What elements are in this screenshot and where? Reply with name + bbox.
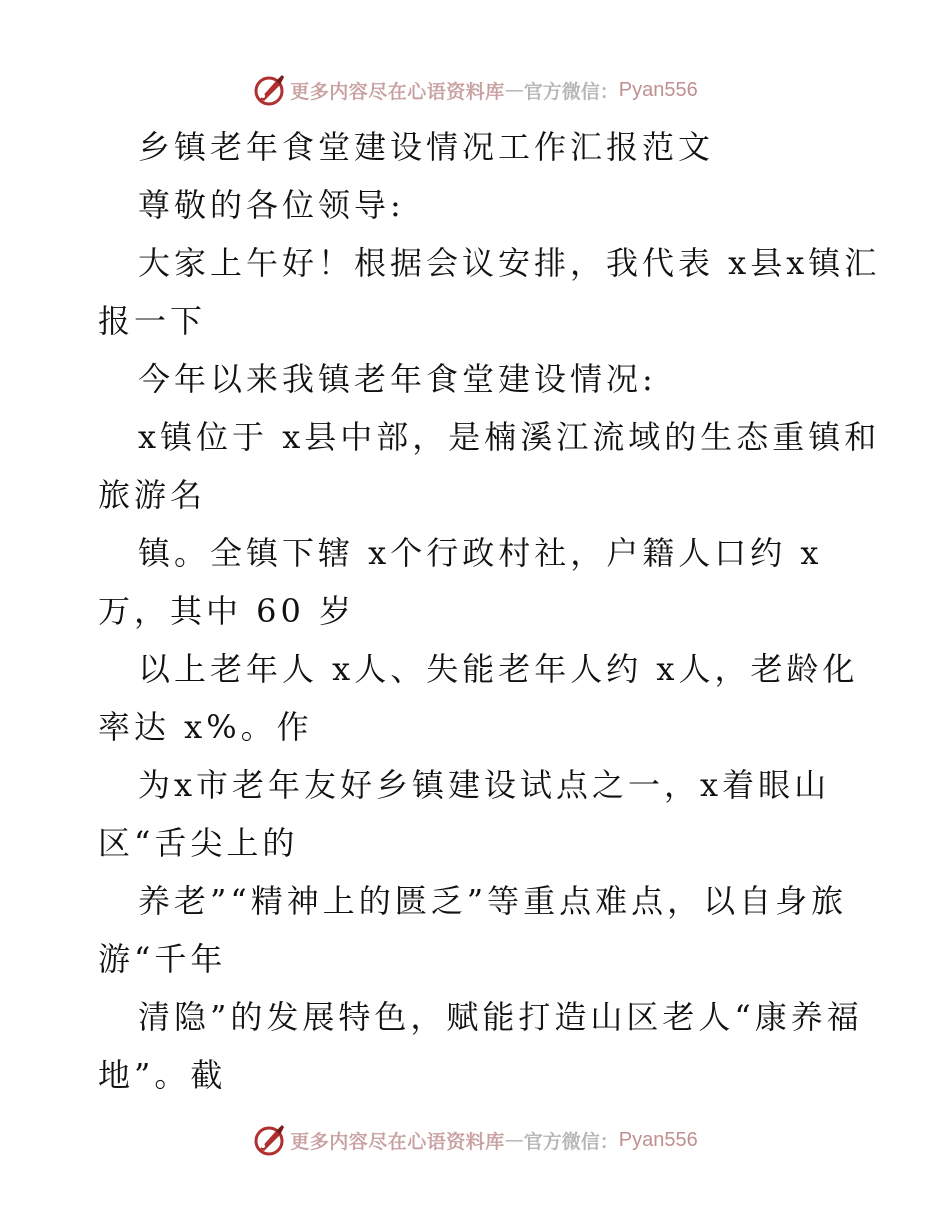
- watermark-dash: —: [504, 79, 524, 101]
- paragraph-line: 报一下: [98, 302, 207, 340]
- paragraph-line: 养老”“精神上的匮乏”等重点难点，以自身旅: [138, 882, 848, 920]
- watermark-wechat-label: 官方微信：: [523, 80, 619, 103]
- document-title: 乡镇老年食堂建设情况工作汇报范文: [138, 128, 715, 166]
- salutation: 尊敬的各位领导:: [138, 186, 405, 224]
- pen-logo-icon: [252, 1123, 286, 1157]
- footer-watermark: [0, 1120, 950, 1160]
- paragraph-line: 今年以来我镇老年食堂建设情况:: [138, 360, 657, 398]
- paragraph-line: 率达 x%。作: [98, 708, 313, 746]
- header-watermark: [0, 70, 950, 110]
- paragraph-line: 游“千年: [98, 940, 227, 978]
- watermark-wechat-label: 官方微信：: [523, 1130, 619, 1153]
- paragraph-line: 区“舌尖上的: [98, 824, 299, 862]
- watermark-dash: —: [504, 1129, 524, 1151]
- paragraph-line: 旅游名: [98, 476, 207, 514]
- document-body: [98, 118, 881, 1104]
- watermark-text: 更多内容尽在心语资料库: [290, 1130, 505, 1153]
- paragraph-line: 为x市老年友好乡镇建设试点之一，x着眼山: [138, 766, 831, 804]
- paragraph-line: 镇。全镇下辖 x个行政村社，户籍人口约 x: [138, 534, 823, 572]
- watermark-wechat-id: Pyan556: [618, 78, 698, 101]
- watermark-wechat-id: Pyan556: [618, 1128, 698, 1151]
- paragraph-line: 万，其中 60 岁: [98, 592, 356, 630]
- paragraph-line: 以上老年人 x人、失能老年人约 x人，老龄化: [138, 650, 859, 688]
- paragraph-line: 地”。截: [98, 1056, 227, 1094]
- paragraph-line: 大家上午好！根据会议安排，我代表 x县x镇汇: [138, 244, 881, 282]
- paragraph-line: 清隐”的发展特色，赋能打造山区老人“康养福: [138, 998, 863, 1036]
- pen-logo-icon: [252, 73, 286, 107]
- watermark-text: 更多内容尽在心语资料库: [290, 80, 505, 103]
- paragraph-line: x镇位于 x县中部，是楠溪江流域的生态重镇和: [138, 418, 881, 456]
